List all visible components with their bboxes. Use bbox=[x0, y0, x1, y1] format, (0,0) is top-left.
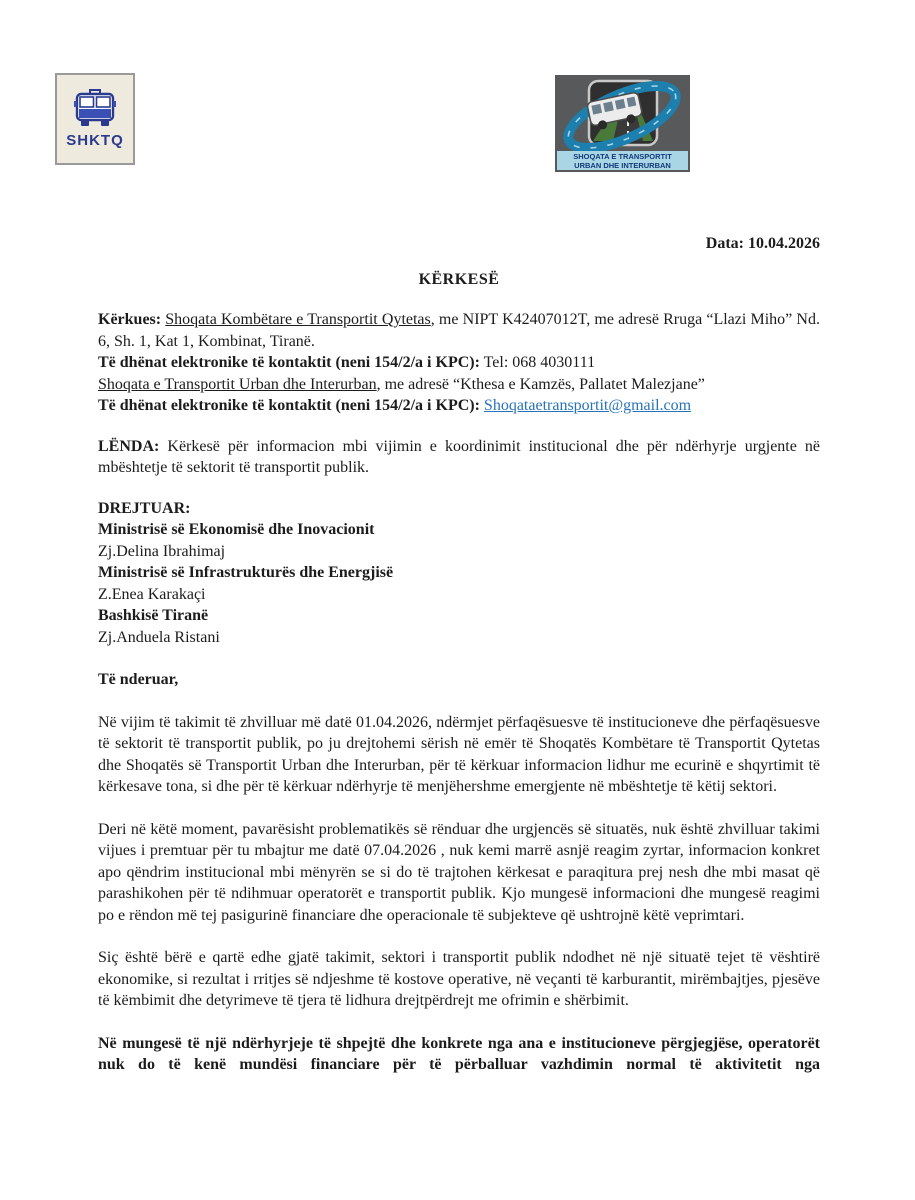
date-line: Data: 10.04.2026 bbox=[705, 235, 820, 252]
paragraph-3: Siç është bërë e qartë edhe gjatë takimit, sektori i transportit publik ndodhet në një situatë tejet të vështirë ekonomike, si rezultat i rritjes së ndjeshme të kostove operative, në veçanti të karburantit, mirëmbajtjes, pjesëve të këmbimit dhe detyrimeve të tjera të lidhura drejtpërdrejt me ofrimin e shërbimit. bbox=[98, 949, 820, 1009]
contact1-label: Të dhënat elektronike të kontaktit (neni 154/2/a i KPC): bbox=[98, 354, 480, 371]
subject-block bbox=[98, 436, 820, 479]
addressee-org: Bashkisë Tiranë bbox=[98, 607, 209, 624]
stui-logo-line2: URBAN DHE INTERURBAN bbox=[574, 161, 671, 170]
subject-text: Kërkesë për informacion mbi vijimin e koordinimit institucional dhe për ndërhyrje urgjente në mbështetje të sektorit të transportit publik. bbox=[98, 437, 820, 476]
applicant-org2-details: , me adresë “Kthesa e Kamzës, Pallatet Malezjane” bbox=[376, 375, 705, 393]
addressee-person: Zj.Delina Ibrahimaj bbox=[98, 542, 226, 560]
shktq-logo-label: SHKTQ bbox=[66, 132, 124, 149]
addressee-org: Ministrisë së Infrastrukturës dhe Energjisë bbox=[98, 564, 394, 581]
paragraph-4-bold: Në mungesë të një ndërhyrjeje të shpejtë dhe konkrete nga ana e institucioneve përgjegjëse, operatorët nuk do të kenë mundësi financiare për të përballuar vazhdimin normal të aktivitetit nga bbox=[98, 1034, 820, 1073]
contact1-value: Tel: 068 4030111 bbox=[479, 354, 596, 371]
applicant-label: Kërkues: bbox=[98, 311, 166, 328]
addressee-person: Z.Enea Karakaçi bbox=[98, 585, 206, 603]
email-link[interactable]: Shoqataetransportit@gmail.com bbox=[483, 397, 692, 414]
document-title: KËRKESË bbox=[418, 270, 500, 288]
applicant-org1: Shoqata Kombëtare e Transportit Qytetas bbox=[165, 311, 431, 328]
applicant-block bbox=[98, 309, 820, 417]
addressee-org: Ministrisë së Ekonomisë dhe Inovacionit bbox=[98, 521, 375, 538]
contact2-label: Të dhënat elektronike të kontaktit (neni 154/2/a i KPC): bbox=[98, 397, 484, 414]
stui-logo-line1: SHOQATA E TRANSPORTIT bbox=[573, 152, 672, 161]
addressees-label: DREJTUAR: bbox=[98, 499, 191, 517]
addressee-person: Zj.Anduela Ristani bbox=[98, 628, 220, 646]
addressees-block bbox=[98, 498, 820, 649]
applicant-org2: Shoqata e Transportit Urban dhe Interurban bbox=[98, 375, 377, 393]
applicant-org1-details: , me NIPT K42407012T, me adresë Rruga “Llazi Miho” Nd. 6, Sh. 1, Kat 1, Kombinat, Tiranë. bbox=[98, 311, 820, 350]
letter-content bbox=[98, 0, 820, 1076]
salutation: Të nderuar, bbox=[98, 671, 179, 688]
paragraph-1: Në vijim të takimit të zhvilluar më datë 01.04.2026, ndërmjet përfaqësuesve të institucioneve dhe përfaqësuesve të sektorit të transportit publik, po ju drejtohemi sërish në emër të Shoqatës Kombëtare të Transportit Qytetas dhe Shoqatës së Transportit Urban dhe Interurban, për të kërkuar informacion lidhur me ecurinë e shqyrtimit të kërkesave tona, si dhe për të kërkuar ndërhyrje të menjëhershme emergjente në mbështetje të këtij sektori. bbox=[98, 713, 820, 795]
subject-label: LËNDA: bbox=[98, 437, 160, 455]
paragraph-2: Deri në këtë moment, pavarësisht problematikës së rënduar dhe urgjencës së situatës, nuk është zhvilluar takimi vijues i premtuar për tu mbajtur me datë 07.04.2026 , nuk kemi marrë asnjë reagim zyrtar, informacion konkret apo qëndrim institucional mbi mënyrën se si do të trajtohen kërkesat e paraqitura prej nesh dhe mbi masat që parashikohen për të ndihmuar operatorët e transportit publik. Kjo mungesë informacioni dhe mungesë reagimi po e rëndon më tej pasigurinë financiare dhe operacionale të subjekteve që ushtrojnë këtë veprimtari. bbox=[98, 820, 820, 924]
